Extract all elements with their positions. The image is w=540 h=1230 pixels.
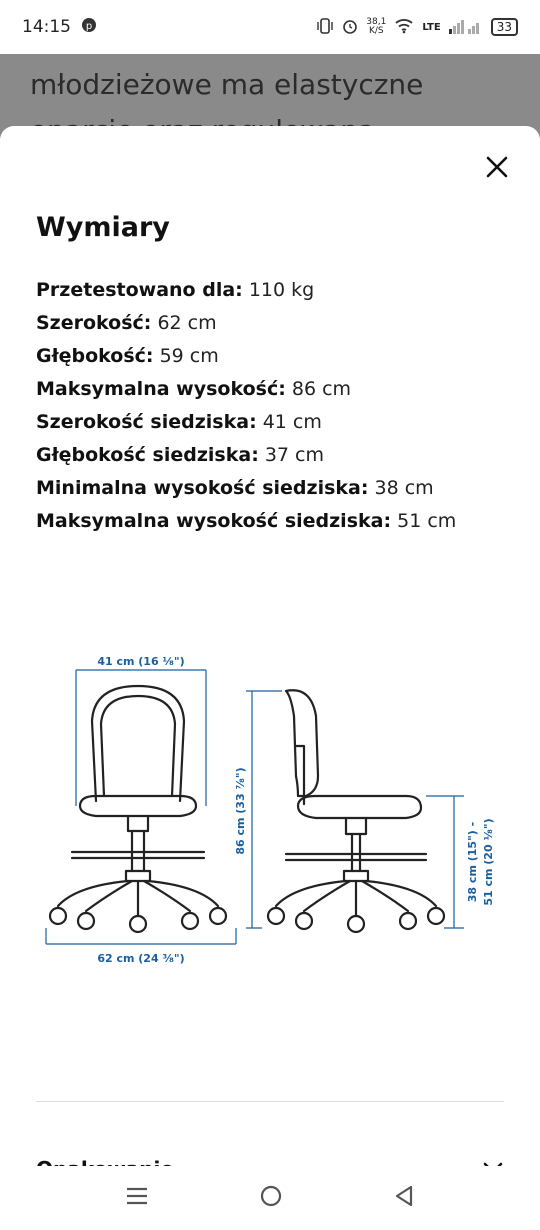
alarm-icon	[342, 18, 358, 37]
seat-width-label: 41 cm (16 ¹⁄₈")	[97, 655, 185, 668]
total-height-label: 86 cm (33 ⁷⁄₈")	[234, 767, 247, 855]
seat-height-min-label: 38 cm (15") -	[466, 821, 479, 903]
total-width-label: 62 cm (24 ³⁄₈")	[97, 952, 185, 965]
divider	[36, 1101, 504, 1102]
net-speed: 38,1 K/S	[366, 17, 387, 36]
home-icon[interactable]	[259, 1184, 283, 1212]
wifi-icon	[394, 18, 414, 37]
seat-height-max-label: 51 cm (20 ¹⁄₈")	[482, 818, 495, 906]
pinterest-icon	[81, 17, 97, 38]
spec-row: Przetestowano dla: 110 kg	[36, 279, 315, 301]
spec-row: Szerokość siedziska: 41 cm	[36, 411, 322, 433]
spec-row: Głębokość siedziska: 37 cm	[36, 444, 325, 466]
spec-row: Szerokość: 62 cm	[36, 312, 217, 334]
status-time: 14:15	[22, 17, 71, 37]
svg-text:p: p	[85, 20, 93, 32]
close-button[interactable]	[482, 152, 512, 182]
background-text-line1: młodzieżowe ma elastyczne	[30, 68, 424, 101]
sheet-title: Wymiary	[36, 212, 170, 243]
chair-dimension-diagram	[36, 655, 506, 966]
navigation-bar	[0, 1166, 540, 1230]
battery-indicator: 33	[491, 18, 518, 36]
back-icon[interactable]	[393, 1184, 415, 1212]
dimension-lines	[46, 670, 464, 944]
vibrate-icon	[316, 18, 334, 37]
menu-icon[interactable]	[125, 1186, 149, 1210]
signal-icon	[449, 18, 483, 37]
network-type: LTE	[422, 21, 441, 33]
dimensions-sheet	[0, 126, 540, 1166]
spec-row: Maksymalna wysokość siedziska: 51 cm	[36, 510, 457, 532]
spec-row: Głębokość: 59 cm	[36, 345, 219, 367]
chair-side-view	[268, 690, 444, 932]
spec-list	[36, 274, 456, 538]
status-bar	[0, 0, 540, 54]
close-icon	[486, 156, 508, 178]
spec-row: Maksymalna wysokość: 86 cm	[36, 378, 352, 400]
spec-row: Minimalna wysokość siedziska: 38 cm	[36, 477, 434, 499]
